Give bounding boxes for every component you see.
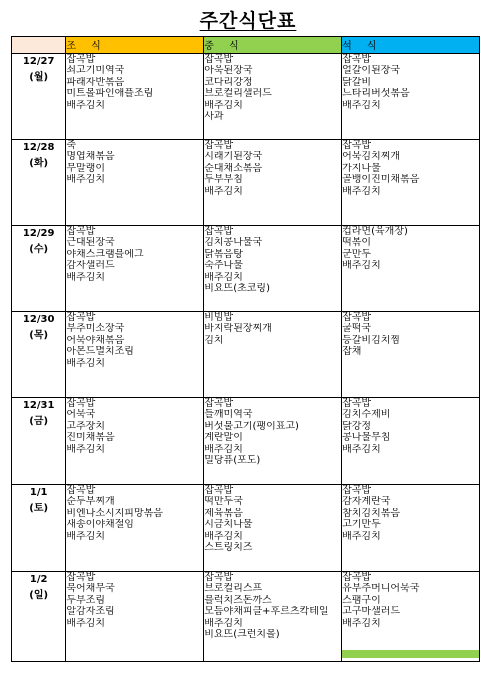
menu-item: 잡곡밥 xyxy=(342,398,372,409)
menu-item: 잡곡밥 xyxy=(342,572,372,583)
menu-item: 무말랭이 xyxy=(66,162,105,174)
menu-item: 배추김치 xyxy=(66,99,105,111)
menu-item: 콩나물무침 xyxy=(342,432,391,444)
menu-item: 잡곡밥 xyxy=(66,398,96,409)
menu-item: 부추미소장국 xyxy=(66,323,125,335)
menu-item: 잡곡밥 xyxy=(204,485,234,496)
menu-item: 두부부침 xyxy=(204,174,243,186)
menu-item: 근대된장국 xyxy=(66,237,115,249)
weekday-label: (월) xyxy=(29,72,49,83)
lunch-cell xyxy=(204,572,342,662)
menu-item: 시금치나물 xyxy=(204,519,253,531)
lunch-cell xyxy=(204,312,342,398)
day-cell xyxy=(12,312,66,398)
dinner-header: 석 식 xyxy=(342,37,480,54)
menu-item: 잡곡밥 xyxy=(66,485,96,496)
menu-item: 미트볼파인애플조림 xyxy=(66,88,154,100)
menu-item: 고기만두 xyxy=(342,519,381,531)
page-title: 주간식단표 xyxy=(199,10,297,32)
day-row xyxy=(12,140,480,226)
menu-item: 북어채무국 xyxy=(66,583,115,595)
menu-item: 김치 xyxy=(204,334,224,346)
date-label: 12/28 xyxy=(22,142,55,153)
menu-item: 브로컬리샐러드 xyxy=(204,88,272,100)
breakfast-cell xyxy=(66,572,204,662)
menu-item: 어묵국 xyxy=(66,409,96,421)
menu-item: 배추김치 xyxy=(342,260,381,272)
menu-item: 진미채볶음 xyxy=(66,432,115,444)
menu-item: 어묵야채볶음 xyxy=(66,334,125,346)
breakfast-cell xyxy=(66,398,204,485)
menu-item: 배추김치 xyxy=(204,99,243,111)
menu-item: 유부주머니어묵국 xyxy=(342,583,420,595)
menu-item: 버섯불고기(팽이표고) xyxy=(204,420,299,432)
menu-item: 배추김치 xyxy=(66,174,105,186)
menu-item: 배추김치 xyxy=(342,530,381,542)
menu-item: 사과 xyxy=(204,111,224,123)
menu-item: 모듬야채피클+후르츠칵테일 xyxy=(204,606,329,618)
date-label: 12/29 xyxy=(22,228,55,239)
menu-item: 잡곡밥 xyxy=(342,312,372,323)
menu-item: 배추김치 xyxy=(66,357,105,369)
menu-item: 김치콩나물국 xyxy=(204,237,263,249)
menu-item: 고구마샐러드 xyxy=(342,606,401,618)
menu-item: 바지락된장찌개 xyxy=(204,323,272,335)
menu-item: 배추김치 xyxy=(66,271,105,283)
lunch-cell xyxy=(204,485,342,572)
day-row xyxy=(12,312,480,398)
weekday-label: (화) xyxy=(29,158,49,169)
menu-item: 블럭치즈돈까스 xyxy=(204,594,272,606)
lunch-cell xyxy=(204,398,342,485)
menu-item: 배추김치 xyxy=(204,443,243,455)
menu-item: 잡곡밥 xyxy=(342,140,372,151)
day-row xyxy=(12,485,480,572)
breakfast-cell xyxy=(66,226,204,312)
menu-item: 얼갈이된장국 xyxy=(342,65,401,77)
menu-item: 잡곡밥 xyxy=(342,54,372,65)
breakfast-cell xyxy=(66,485,204,572)
menu-item: 굴떡국 xyxy=(342,323,372,335)
menu-item: 등갈비김치찜 xyxy=(342,334,401,346)
dinner-cell xyxy=(342,226,480,312)
menu-item: 제육볶음 xyxy=(204,507,243,519)
menu-item: 알감자조림 xyxy=(66,606,115,618)
day-cell xyxy=(12,140,66,226)
dinner-cell xyxy=(342,572,480,662)
menu-item: 코다리강정 xyxy=(204,76,253,88)
menu-item: 브로컬리스프 xyxy=(204,583,263,595)
menu-item: 시래기된장국 xyxy=(204,151,263,163)
menu-item: 떡만두국 xyxy=(204,496,243,508)
menu-item: 야채스크램블에그 xyxy=(66,248,144,260)
day-cell xyxy=(12,54,66,140)
menu-item: 비요뜨(크런치볼) xyxy=(204,629,280,641)
bottom-green-bar xyxy=(342,650,479,658)
menu-item: 배추김치 xyxy=(66,443,105,455)
weekday-label: (금) xyxy=(29,416,49,427)
menu-item: 배추김치 xyxy=(342,99,381,111)
menu-item: 닭볶음탕 xyxy=(204,248,243,260)
day-row xyxy=(12,54,480,140)
menu-item: 파래자반볶음 xyxy=(66,76,125,88)
menu-item: 쇠고기미역국 xyxy=(66,65,125,77)
menu-item: 아욱된장국 xyxy=(204,65,253,77)
menu-item: 어묵김치찌개 xyxy=(342,151,401,163)
header-row xyxy=(12,37,480,54)
breakfast-cell xyxy=(66,312,204,398)
dinner-cell xyxy=(342,485,480,572)
menu-item: 스팸구이 xyxy=(342,594,381,606)
menu-item: 잡채 xyxy=(342,346,362,358)
menu-item: 배추김치 xyxy=(66,530,105,542)
lunch-cell xyxy=(204,226,342,312)
menu-item: 순대채소볶음 xyxy=(204,162,263,174)
menu-item: 잡곡밥 xyxy=(66,226,96,237)
menu-item: 새송이야채절임 xyxy=(66,519,134,531)
weekday-label: (목) xyxy=(29,330,49,341)
weekly-menu-table xyxy=(11,36,480,662)
date-label: 1/2 xyxy=(29,574,48,585)
menu-item: 아몬드멸치조림 xyxy=(66,346,134,358)
breakfast-header: 조 식 xyxy=(66,37,204,54)
menu-item: 잡곡밥 xyxy=(342,485,372,496)
menu-item: 배추김치 xyxy=(342,617,381,629)
date-label: 1/1 xyxy=(29,487,48,498)
weekday-label: (토) xyxy=(29,503,49,514)
menu-item: 닭강정 xyxy=(342,420,372,432)
menu-item: 잡곡밥 xyxy=(204,226,234,237)
menu-item: 배추김치 xyxy=(342,443,381,455)
day-cell xyxy=(12,572,66,662)
menu-item: 배추김치 xyxy=(342,185,381,197)
menu-item: 배추김치 xyxy=(204,271,243,283)
menu-item: 배추김치 xyxy=(66,617,105,629)
menu-item: 들깨미역국 xyxy=(204,409,253,421)
menu-item: 감자샐러드 xyxy=(66,260,115,272)
menu-item: 스트링치즈 xyxy=(204,542,253,554)
menu-item: 숙주나물 xyxy=(204,260,243,272)
menu-item: 비엔나소시지피망볶음 xyxy=(66,507,163,519)
menu-item: 명엽채볶음 xyxy=(66,151,115,163)
menu-item: 순두부찌개 xyxy=(66,496,115,508)
menu-item: 김치수제비 xyxy=(342,409,391,421)
day-cell xyxy=(12,226,66,312)
dinner-cell xyxy=(342,140,480,226)
menu-item: 잡곡밥 xyxy=(204,398,234,409)
dinner-cell xyxy=(342,398,480,485)
day-cell xyxy=(12,398,66,485)
corner-cell xyxy=(12,37,66,54)
day-row xyxy=(12,572,480,662)
menu-item: 느타리버섯볶음 xyxy=(342,88,410,100)
date-label: 12/31 xyxy=(22,400,55,411)
day-row xyxy=(12,398,480,485)
menu-item: 잡곡밥 xyxy=(204,140,234,151)
menu-item: 골뱅이진미채볶음 xyxy=(342,174,420,186)
lunch-header: 중 식 xyxy=(204,37,342,54)
menu-item: 컵라면(육개장) xyxy=(342,226,408,237)
date-label: 12/30 xyxy=(22,314,55,325)
menu-item: 군만두 xyxy=(342,248,372,260)
menu-rows xyxy=(12,54,480,662)
menu-item: 두부조림 xyxy=(66,594,105,606)
dinner-cell xyxy=(342,312,480,398)
menu-item: 잡곡밥 xyxy=(66,54,96,65)
menu-item: 닭갈비 xyxy=(342,76,372,88)
menu-item: 잡곡밥 xyxy=(204,54,234,65)
menu-item: 비빔밥 xyxy=(204,312,234,323)
dinner-cell xyxy=(342,54,480,140)
menu-item: 계란말이 xyxy=(204,432,243,444)
weekday-label: (일) xyxy=(29,590,49,601)
menu-item: 배추김치 xyxy=(204,185,243,197)
menu-item: 떡볶이 xyxy=(342,237,372,249)
menu-item: 감자계란국 xyxy=(342,496,391,508)
menu-item: 잡곡밥 xyxy=(66,312,96,323)
menu-item: 가지나물 xyxy=(342,162,381,174)
day-cell xyxy=(12,485,66,572)
menu-item: 배추김치 xyxy=(204,530,243,542)
lunch-cell xyxy=(204,54,342,140)
menu-item: 죽 xyxy=(66,140,77,151)
breakfast-cell xyxy=(66,140,204,226)
weekday-label: (수) xyxy=(29,244,49,255)
lunch-cell xyxy=(204,140,342,226)
menu-item: 밀당퓨(포도) xyxy=(204,455,261,467)
date-label: 12/27 xyxy=(22,56,55,67)
menu-item: 참치김치볶음 xyxy=(342,507,401,519)
menu-item: 고추장치 xyxy=(66,420,105,432)
day-row xyxy=(12,226,480,312)
menu-item: 배추김치 xyxy=(204,617,243,629)
menu-item: 비요뜨(초코링) xyxy=(204,283,270,295)
menu-item: 잡곡밥 xyxy=(204,572,234,583)
breakfast-cell xyxy=(66,54,204,140)
menu-item: 잡곡밥 xyxy=(66,572,96,583)
